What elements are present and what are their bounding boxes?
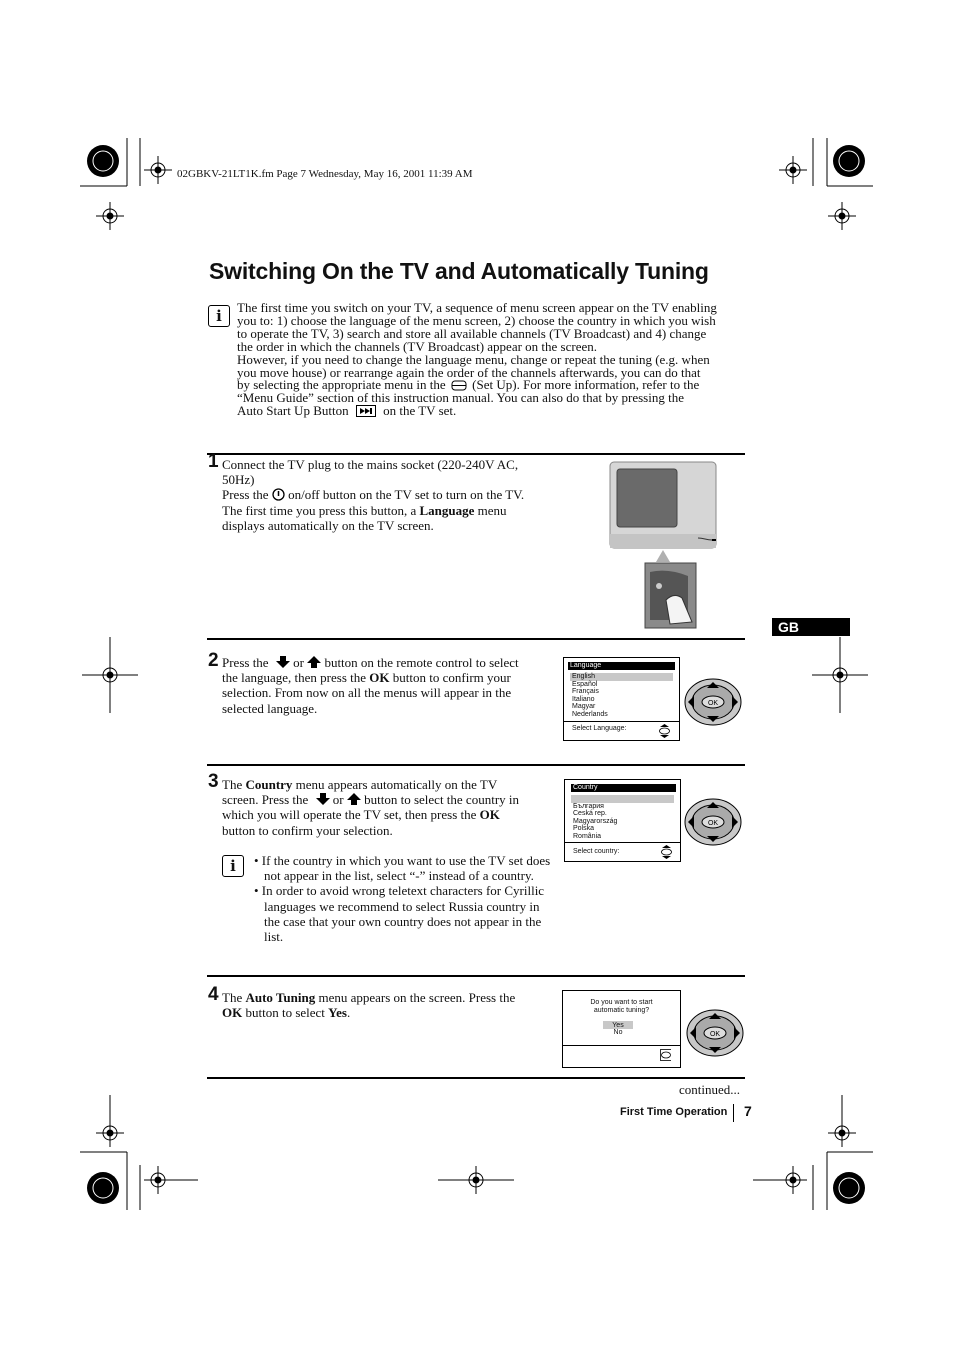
menu-item: Polska — [573, 825, 595, 832]
step-number: 1 — [208, 451, 219, 472]
step-divider — [207, 638, 745, 640]
menu-item: România — [573, 832, 602, 840]
ok-icon — [660, 1049, 671, 1063]
step-divider — [207, 975, 745, 977]
step-number: 3 — [208, 771, 219, 792]
note-item: • In order to avoid wrong teletext characters for Cyrillic languages we recommend to select Russia country in the case that your own country does not appear in the list. — [254, 883, 545, 945]
note-item: • If the country in which you want to use the TV set does not appear in the list, select “-” instead of a country. — [254, 853, 551, 884]
menu-footer: Select country: — [573, 848, 620, 855]
question-line: Do you want to start — [590, 999, 653, 1006]
step-1-text: Connect the TV plug to the mains socket (220-240V AC, 50Hz) Press the on/off button on the TV set to turn on the TV. The first time you press this button, a Language menu displays automatically on the TV screen. — [222, 457, 525, 533]
menu-title: Language — [568, 662, 675, 670]
no-option: No — [613, 1029, 623, 1036]
file-stamp: 02GBKV-21LT1K.fm Page 7 Wednesday, May 16, 2001 11:39 AM — [177, 168, 473, 180]
menu-footer: Select Language: — [572, 725, 627, 732]
country-menu-screen — [564, 779, 681, 862]
step-4-text: The Auto Tuning menu appears on the screen. Press the OK button to select Yes. — [222, 990, 516, 1021]
ok-updown-icon — [659, 724, 670, 738]
step-divider — [207, 1077, 745, 1079]
menu-item: Français — [572, 688, 599, 695]
menu-title: Country — [571, 784, 676, 792]
menu-item: Magyar — [572, 703, 596, 710]
footer-divider — [733, 1104, 734, 1122]
remote-control-pad — [685, 1008, 745, 1058]
info-icon: i — [222, 855, 244, 877]
question-line: automatic tuning? — [593, 1006, 650, 1014]
intro-paragraph: The first time you switch on your TV, a sequence of menu screen appear on the TV enabling you to: 1) choose the language of the menu screen, 2) choose the country in which you wish to operate the TV, 3) search and store all available channels (TV Broadcast) and 4) change the order in which the channels (TV Broadcast) appear on the screen. However, if you need to change the language menu, change or repeat the tuning (e.g. when you move house) or rearrange again the order of the channels afterwards, you can do that by selecting the appropriate menu in the (Set Up). For more information, refer to the “Menu Guide” section of this instruction manual. You can also do that by pressing the Auto Start Up Button on the TV set. — [237, 300, 717, 419]
page-number: 7 — [744, 1103, 752, 1119]
power-icon — [272, 488, 285, 501]
tv-illustration — [608, 460, 718, 630]
page-title: Switching On the TV and Automatically Tuning — [209, 258, 709, 284]
menu-item: English — [572, 673, 595, 680]
ok-button-label: OK — [709, 1031, 721, 1038]
step-divider — [207, 764, 745, 766]
up-arrow-icon — [347, 793, 361, 805]
down-arrow-icon — [316, 793, 330, 805]
menu-item: България — [573, 802, 604, 810]
remote-control-pad — [683, 797, 743, 847]
info-icon: i — [208, 305, 230, 327]
step-divider — [207, 453, 745, 455]
menu-item: - — [573, 795, 576, 802]
down-arrow-icon — [276, 656, 290, 668]
step-2-text: Press the or button on the remote control to select the language, then press the OK button to confirm your selection. From now on all the menus will appear in the selected language. — [222, 655, 519, 716]
step-number: 2 — [208, 650, 219, 671]
language-menu-screen — [563, 657, 680, 741]
footer-section-title: First Time Operation — [620, 1106, 728, 1118]
up-arrow-icon — [307, 656, 321, 668]
language-tab: GB — [772, 618, 850, 636]
menu-item: Español — [572, 680, 598, 688]
step-number: 4 — [208, 984, 219, 1005]
auto-start-up-icon — [356, 405, 376, 417]
ok-updown-icon — [661, 845, 672, 859]
remote-control-pad — [683, 677, 743, 727]
auto-tuning-menu-screen — [562, 990, 681, 1068]
menu-item: Italiano — [572, 695, 595, 703]
step-3-text: The Country menu appears automatically on the TV screen. Press the or button to select the country in which you will operate the TV set, then press the OK button to confirm your selection. — [222, 777, 520, 838]
step-3-notes — [254, 853, 554, 944]
continued-note: continued... — [679, 1082, 741, 1097]
menu-item: Magyarország — [573, 817, 618, 825]
yes-option: Yes — [612, 1021, 624, 1029]
ok-button-label: OK — [707, 820, 719, 827]
menu-item: Ceská rep. — [573, 810, 607, 817]
menu-item: Nederlands — [572, 710, 608, 718]
ok-button-label: OK — [707, 700, 719, 707]
